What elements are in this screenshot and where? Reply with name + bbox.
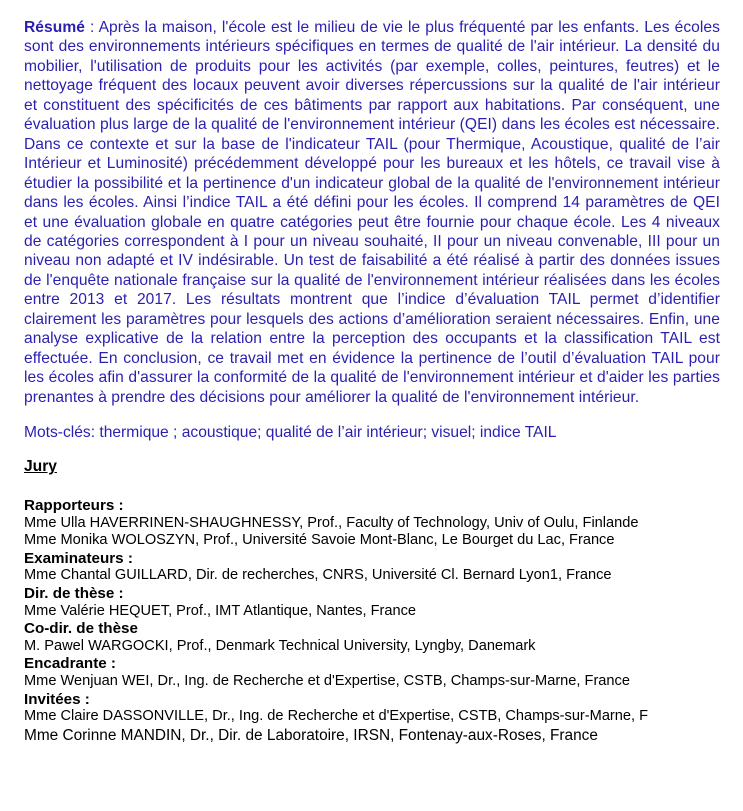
abstract-paragraph xyxy=(24,18,720,407)
jury-heading: Jury xyxy=(24,458,57,476)
role-encadrante: Encadrante : xyxy=(24,655,116,673)
role-invitees: Invitées : xyxy=(24,690,90,708)
abstract-label: Résumé xyxy=(24,19,85,36)
role-directeur: Dir. de thèse : xyxy=(24,585,124,603)
role-rapporteurs: Rapporteurs : xyxy=(24,497,124,515)
abstract-separator: : xyxy=(84,19,99,36)
jury-member: Mme Corinne MANDIN, Dr., Dir. de Laboratoire, IRSN, Fontenay-aux-Roses, France xyxy=(24,726,598,744)
role-codirecteur: Co-dir. de thèse xyxy=(24,620,138,638)
jury-member: Mme Chantal GUILLARD, Dir. de recherches, CNRS, Université Cl. Bernard Lyon1, France xyxy=(24,567,612,584)
document-page xyxy=(24,18,720,745)
jury-member: Mme Wenjuan WEI, Dr., Ing. de Recherche et d'Expertise, CSTB, Champs-sur-Marne, France xyxy=(24,673,630,689)
keywords-line: Mots-clés: thermique ; acoustique; qualité de l’air intérieur; visuel; indice TAIL xyxy=(24,424,557,442)
jury-member: Mme Monika WOLOSZYN, Prof., Université Savoie Mont-Blanc, Le Bourget du Lac, France xyxy=(24,532,615,549)
jury-member: Mme Ulla HAVERRINEN-SHAUGHNESSY, Prof., Faculty of Technology, Univ of Oulu, Finlande xyxy=(24,514,639,531)
role-examinateurs: Examinateurs : xyxy=(24,549,133,567)
jury-member: Mme Claire DASSONVILLE, Dr., Ing. de Recherche et d'Expertise, CSTB, Champs-sur-Marne, F xyxy=(24,708,649,725)
jury-list xyxy=(24,497,720,745)
jury-member: M. Pawel WARGOCKI, Prof., Denmark Technical University, Lyngby, Danemark xyxy=(24,637,536,654)
abstract-text: Après la maison, l'école est le milieu de vie le plus fréquenté par les enfants. Les écoles sont des environnements intérieurs spécifiques en termes de qualité de l'air intérieur. La densité du mobilier, l'utilisation de produits pour les activités (par exemple, colles, peintures, feutres) et le nettoyage fréquent des locaux peuvent avoir diverses répercussions sur la qualité de l'air intérieur et constituent des spécificités de ces bâtiments par rapport aux habitations. Par conséquent, une évaluation plus large de la qualité de l'environnement intérieur (QEI) dans les écoles est nécessaire. Dans ce contexte et sur la base de l'indicateur TAIL (pour Thermique, Acoustique, qualité de l’air Intérieur et Luminosité) précédemment développé pour les bureaux et les hôtels, ce travail vise à étudier la possibilité et la pertinence d'un indicateur global de la qualité de l'environnement intérieur dans les écoles. Ainsi l’indice TAIL a été défini pour les écoles. Il comprend 14 paramètres de QEI et une évaluation globale en quatre catégories peut être fournie pour chaque école. Les 4 niveaux de catégories correspondent à I pour un niveau souhaité, II pour un niveau convenable, III pour un niveau non adapté et IV indésirable. Un test de faisabilité a été réalisé à partir des données issues de l'enquête nationale française sur la qualité de l'environnement intérieur réalisées dans les écoles entre 2013 et 2017. Les résultats montrent que l’indice d’évaluation TAIL permet d’identifier clairement les paramètres pour lesquels des actions d’amélioration seraient nécessaires. Enfin, une analyse explicative de la relation entre la perception des occupants et la classification TAIL est effectuée. En conclusion, ce travail met en évidence la pertinence de l’outil d’évaluation TAIL pour les écoles afin d'assurer la conformité de la qualité de l'environnement intérieur et d'aider les parties prenantes à prendre des décisions pour améliorer la qualité de l'environnement intérieur. xyxy=(24,19,720,406)
jury-member: Mme Valérie HEQUET, Prof., IMT Atlantique, Nantes, France xyxy=(24,602,417,619)
